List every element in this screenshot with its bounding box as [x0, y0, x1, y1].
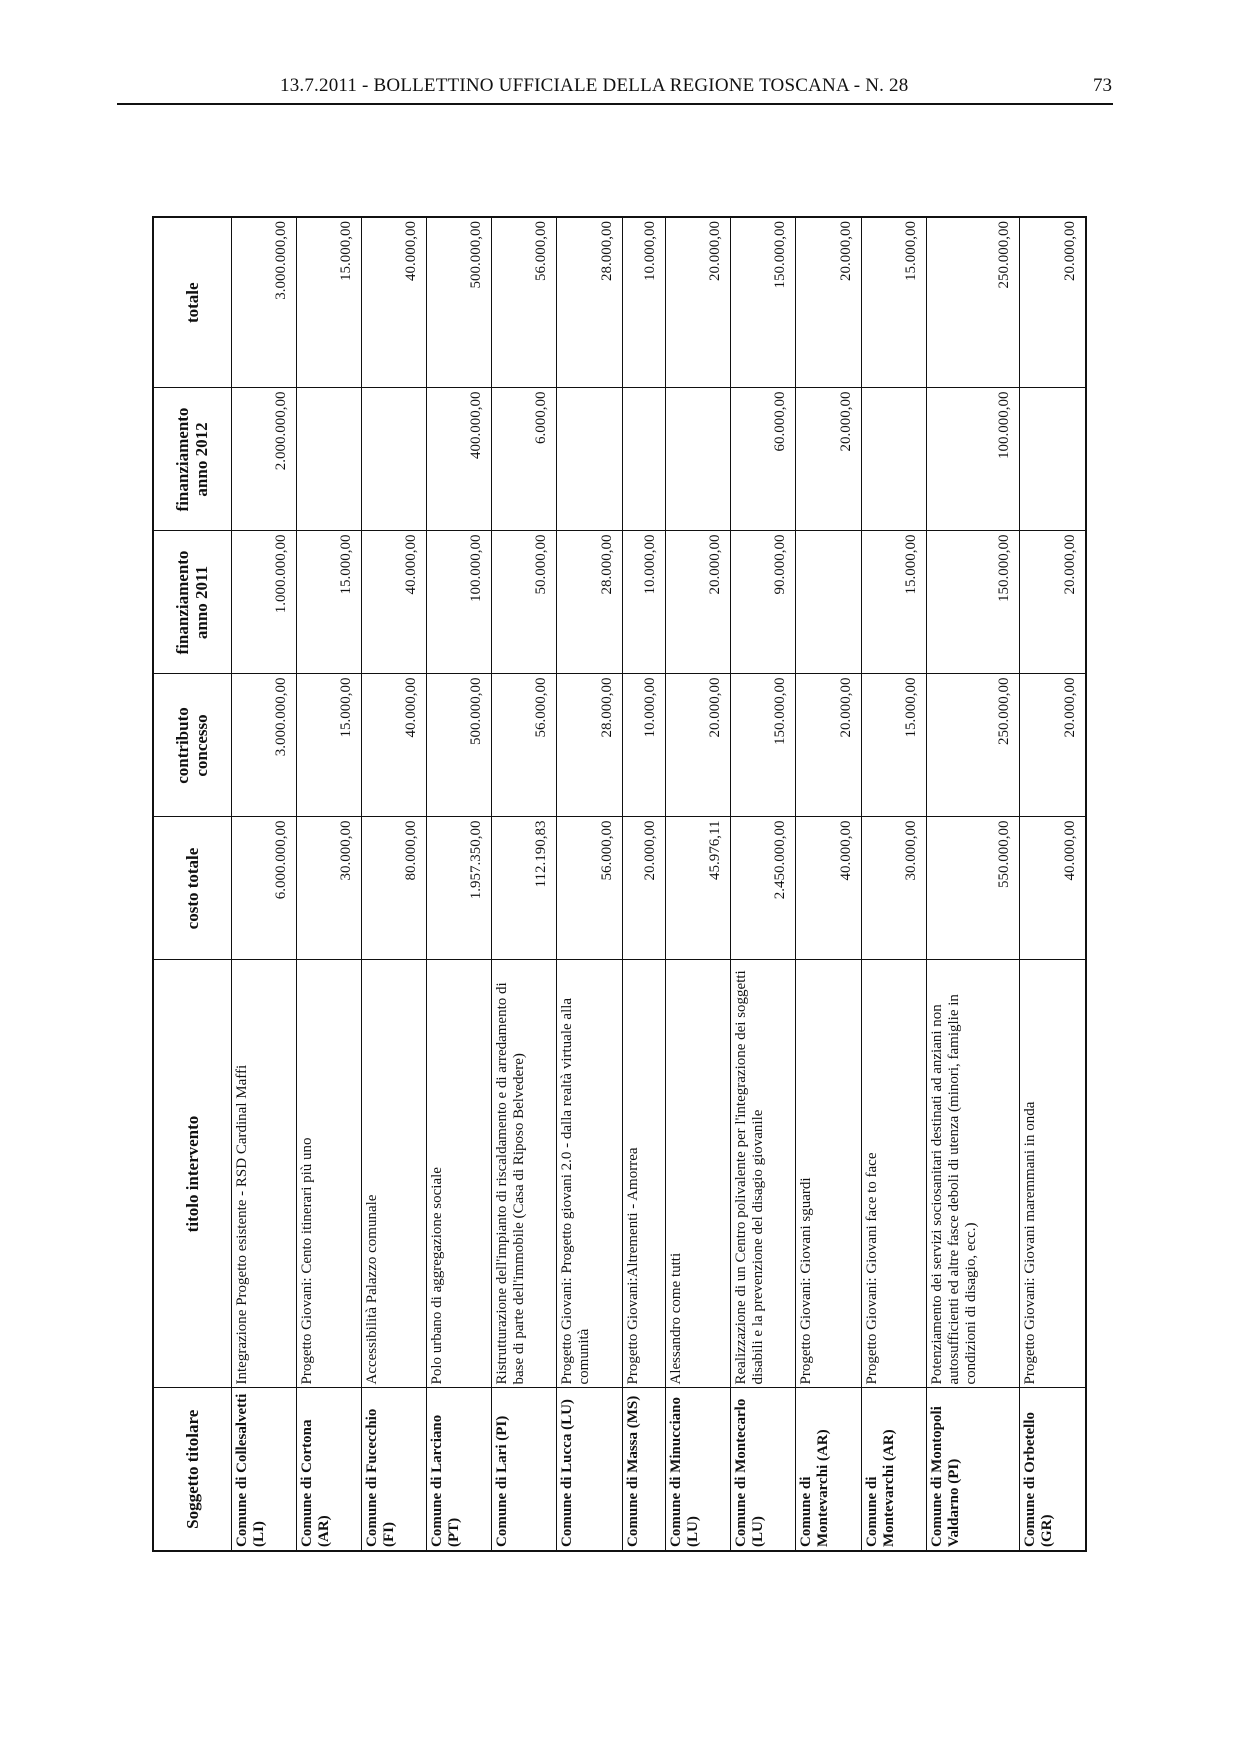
- bulletin-header-title: 13.7.2011 - BOLLETTINO UFFICIALE DELLA REGIONE TOSCANA - N. 28: [280, 75, 909, 96]
- totale-cell: 20.000,00: [796, 217, 861, 388]
- costo-totale-cell: 2.450.000,00: [731, 817, 796, 960]
- page-number: 73: [1093, 75, 1112, 96]
- titolo-cell: Ristrutturazione dell'impianto di riscaldamento e di arredamento di base di parte dell'immobile (Casa di Riposo Belvedere): [492, 960, 557, 1388]
- soggetto-cell: Comune di Fucecchio (FI): [361, 1388, 426, 1551]
- costo-totale-cell: 30.000,00: [861, 817, 926, 960]
- column-header: Soggetto titolare: [153, 1388, 231, 1551]
- totale-cell: 500.000,00: [427, 217, 492, 388]
- soggetto-cell: Comune di Montecarlo (LU): [731, 1388, 796, 1551]
- titolo-cell: Progetto Giovani: Progetto giovani 2.0 - dalla realtà virtuale alla comunità: [557, 960, 622, 1388]
- table-row: [296, 217, 361, 1551]
- soggetto-cell: Comune di Montopoli Valdarno (PI): [926, 1388, 1020, 1551]
- titolo-cell: Accessibilità Palazzo comunale: [361, 960, 426, 1388]
- finanziamento-2011-cell: 90.000,00: [731, 531, 796, 674]
- finanziamento-2012-cell: [557, 388, 622, 531]
- costo-totale-cell: 112.190,83: [492, 817, 557, 960]
- contributo-cell: 20.000,00: [666, 674, 731, 817]
- contributo-cell: 10.000,00: [622, 674, 665, 817]
- costo-totale-cell: 40.000,00: [1020, 817, 1086, 960]
- table-header-row: [153, 217, 231, 1551]
- finanziamento-2012-cell: [622, 388, 665, 531]
- soggetto-cell: Comune di Massa (MS): [622, 1388, 665, 1551]
- soggetto-cell: Comune di Orbetello (GR): [1020, 1388, 1086, 1551]
- finanziamento-2012-cell: [861, 388, 926, 531]
- soggetto-cell: Comune di Lucca (LU): [557, 1388, 622, 1551]
- finanziamento-2012-cell: [296, 388, 361, 531]
- finanziamento-2012-cell: 2.000.000,00: [231, 388, 296, 531]
- titolo-cell: Realizzazione di un Centro polivalente per l'integrazione dei soggetti disabili e la prevenzione del disagio giovanile: [731, 960, 796, 1388]
- contributo-cell: 150.000,00: [731, 674, 796, 817]
- table-row: [231, 217, 296, 1551]
- totale-cell: 20.000,00: [1020, 217, 1086, 388]
- header-rule: [117, 103, 1113, 105]
- finanziamento-2011-cell: 15.000,00: [296, 531, 361, 674]
- costo-totale-cell: 80.000,00: [361, 817, 426, 960]
- finanziamento-2012-cell: 100.000,00: [926, 388, 1020, 531]
- finanziamento-2011-cell: 20.000,00: [666, 531, 731, 674]
- soggetto-cell: Comune di Montevarchi (AR): [796, 1388, 861, 1551]
- finanziamento-2012-cell: 6.000,00: [492, 388, 557, 531]
- finanziamento-2011-cell: 15.000,00: [861, 531, 926, 674]
- finanziamento-2012-cell: [666, 388, 731, 531]
- costo-totale-cell: 40.000,00: [796, 817, 861, 960]
- totale-cell: 40.000,00: [361, 217, 426, 388]
- totale-cell: 10.000,00: [622, 217, 665, 388]
- contributo-cell: 20.000,00: [1020, 674, 1086, 817]
- costo-totale-cell: 20.000,00: [622, 817, 665, 960]
- costo-totale-cell: 30.000,00: [296, 817, 361, 960]
- finanziamento-2012-cell: 60.000,00: [731, 388, 796, 531]
- contributo-cell: 250.000,00: [926, 674, 1020, 817]
- titolo-cell: Integrazione Progetto esistente - RSD Cardinal Maffi: [231, 960, 296, 1388]
- soggetto-cell: Comune di Lari (PI): [492, 1388, 557, 1551]
- table-row: [1020, 217, 1086, 1551]
- costo-totale-cell: 1.957.350,00: [427, 817, 492, 960]
- table-row: [666, 217, 731, 1551]
- finanziamento-2012-cell: 20.000,00: [796, 388, 861, 531]
- titolo-cell: Progetto Giovani: Giovani face to face: [861, 960, 926, 1388]
- table-row: [427, 217, 492, 1551]
- finanziamento-2011-cell: 50.000,00: [492, 531, 557, 674]
- table-row: [557, 217, 622, 1551]
- soggetto-cell: Comune di Cortona (AR): [296, 1388, 361, 1551]
- column-header: costo totale: [153, 817, 231, 960]
- contributo-cell: 40.000,00: [361, 674, 426, 817]
- costo-totale-cell: 45.976,11: [666, 817, 731, 960]
- finanziamento-2011-cell: 1.000.000,00: [231, 531, 296, 674]
- finanziamento-2011-cell: 100.000,00: [427, 531, 492, 674]
- totale-cell: 150.000,00: [731, 217, 796, 388]
- soggetto-cell: Comune di Larciano (PT): [427, 1388, 492, 1551]
- contributo-cell: 28.000,00: [557, 674, 622, 817]
- table-row: [731, 217, 796, 1551]
- contributo-cell: 15.000,00: [296, 674, 361, 817]
- titolo-cell: Polo urbano di aggregazione sociale: [427, 960, 492, 1388]
- costo-totale-cell: 6.000.000,00: [231, 817, 296, 960]
- totale-cell: 15.000,00: [296, 217, 361, 388]
- totale-cell: 250.000,00: [926, 217, 1020, 388]
- column-header: finanziamento anno 2012: [153, 388, 231, 531]
- finanziamento-2012-cell: [1020, 388, 1086, 531]
- soggetto-cell: Comune di Collesalvetti (LI): [231, 1388, 296, 1551]
- contributo-cell: 3.000.000,00: [231, 674, 296, 817]
- finanziamento-2011-cell: 150.000,00: [926, 531, 1020, 674]
- finanziamento-2011-cell: 40.000,00: [361, 531, 426, 674]
- table-row: [361, 217, 426, 1551]
- totale-cell: 15.000,00: [861, 217, 926, 388]
- totale-cell: 56.000,00: [492, 217, 557, 388]
- titolo-cell: Potenziamento dei servizi sociosanitari destinati ad anziani non autosufficienti ed altre fasce deboli di utenza (minori, famiglie in condizioni di disagio, ecc.): [926, 960, 1020, 1388]
- soggetto-cell: Comune di Montevarchi (AR): [861, 1388, 926, 1551]
- costo-totale-cell: 550.000,00: [926, 817, 1020, 960]
- totale-cell: 3.000.000,00: [231, 217, 296, 388]
- contributo-cell: 20.000,00: [796, 674, 861, 817]
- rotated-table-container: [152, 218, 1087, 1552]
- titolo-cell: Progetto Giovani:Altrementi - Amorrea: [622, 960, 665, 1388]
- column-header: titolo intervento: [153, 960, 231, 1388]
- column-header: contributo concesso: [153, 674, 231, 817]
- table-row: [926, 217, 1020, 1551]
- table-row: [796, 217, 861, 1551]
- contributo-cell: 15.000,00: [861, 674, 926, 817]
- titolo-cell: Alessandro come tutti: [666, 960, 731, 1388]
- titolo-cell: Progetto Giovani: Cento itinerari più uno: [296, 960, 361, 1388]
- finanziamento-2012-cell: [361, 388, 426, 531]
- titolo-cell: Progetto Giovani: Giovani maremmani in onda: [1020, 960, 1086, 1388]
- column-header: totale: [153, 217, 231, 388]
- titolo-cell: Progetto Giovani: Giovani sguardi: [796, 960, 861, 1388]
- finanziamento-2011-cell: 10.000,00: [622, 531, 665, 674]
- funding-table: [152, 216, 1087, 1552]
- totale-cell: 20.000,00: [666, 217, 731, 388]
- finanziamento-2012-cell: 400.000,00: [427, 388, 492, 531]
- costo-totale-cell: 56.000,00: [557, 817, 622, 960]
- soggetto-cell: Comune di Minucciano (LU): [666, 1388, 731, 1551]
- finanziamento-2011-cell: [796, 531, 861, 674]
- contributo-cell: 500.000,00: [427, 674, 492, 817]
- table-row: [622, 217, 665, 1551]
- table-row: [861, 217, 926, 1551]
- contributo-cell: 56.000,00: [492, 674, 557, 817]
- table-row: [492, 217, 557, 1551]
- column-header: finanziamento anno 2011: [153, 531, 231, 674]
- totale-cell: 28.000,00: [557, 217, 622, 388]
- finanziamento-2011-cell: 28.000,00: [557, 531, 622, 674]
- finanziamento-2011-cell: 20.000,00: [1020, 531, 1086, 674]
